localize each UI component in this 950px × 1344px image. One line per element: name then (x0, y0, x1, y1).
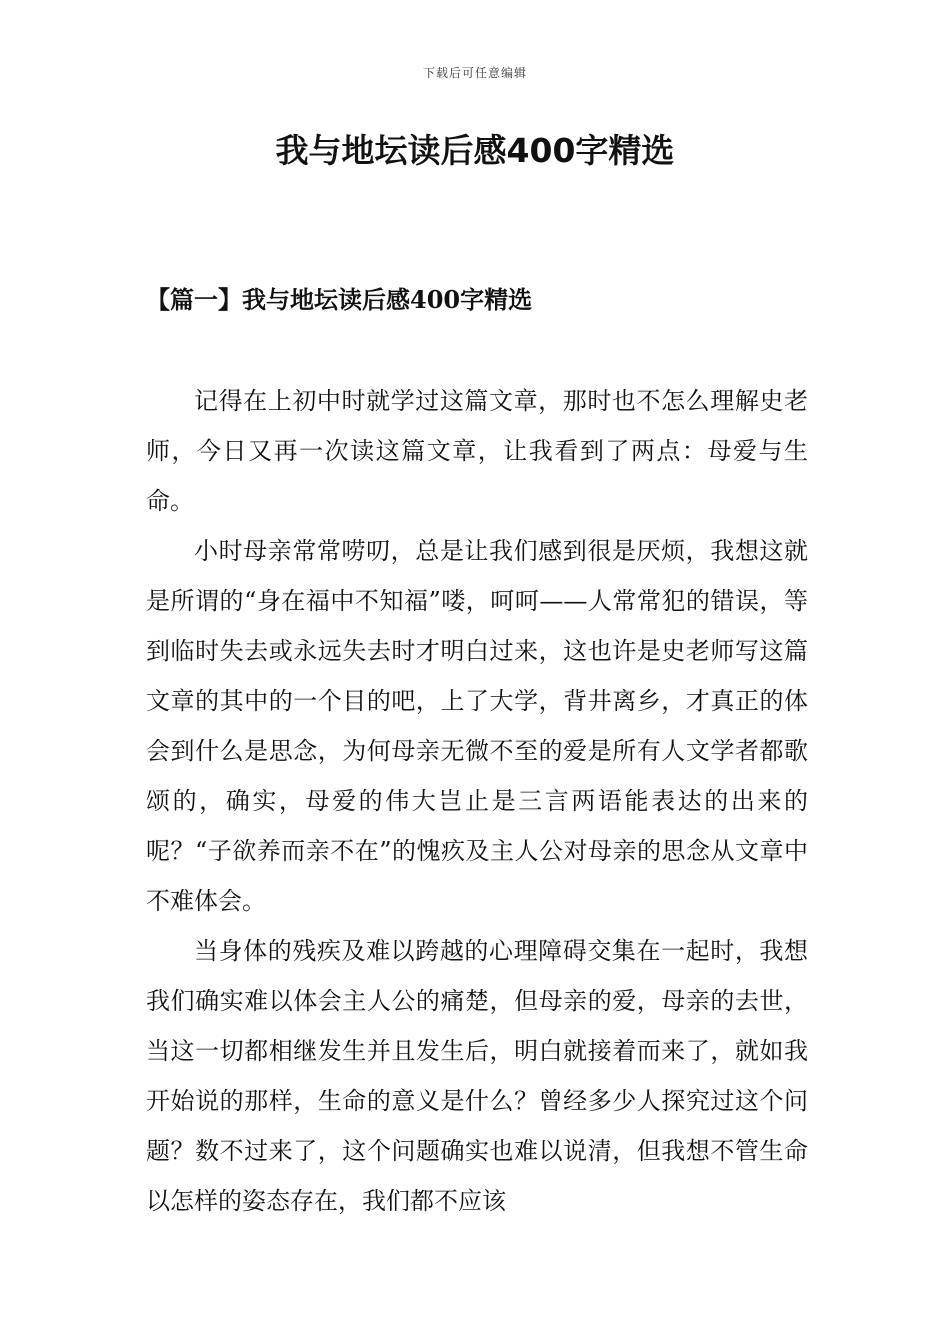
paragraph-3: 当身体的残疾及难以跨越的心理障碍交集在一起时，我想我们确实难以体会主人公的痛楚，但母亲的爱，母亲的去世，当这一切都相继发生并且发生后，明白就接着而来了，就如我开始说的那样，生命的意义是什么？曾经多少人探究过这个问题？数不过来了，这个问题确实也难以说清，但我想不管生命以怎样的姿态存在，我们都不应该 (146, 937, 808, 1215)
paragraph-2: 小时母亲常常唠叨，总是让我们感到很是厌烦，我想这就是所谓的“身在福中不知福”喽，呵呵——人常常犯的错误，等到临时失去或永远失去时才明白过来，这也许是史老师写这篇文章的其中的一个目的吧，上了大学，背井离乡，才真正的体会到什么是思念，为何母亲无微不至的爱是所有人文学者都歌颂的，确实，母爱的伟大岂止是三言两语能表达的出来的呢？“子欲养而亲不在”的愧疚及主人公对母亲的思念从文章中不难体会。 (146, 537, 808, 915)
header-note: 下载后可任意编辑 (422, 66, 527, 80)
paragraph-1: 记得在上初中时就学过这篇文章，那时也不怎么理解史老师，今日又再一次读这篇文章，让我看到了两点：母爱与生命。 (146, 387, 808, 515)
document-title: 我与地坛读后感400字精选 (275, 131, 675, 170)
document-body (146, 376, 808, 1226)
section-heading: 【篇一】我与地坛读后感400字精选 (146, 285, 533, 314)
